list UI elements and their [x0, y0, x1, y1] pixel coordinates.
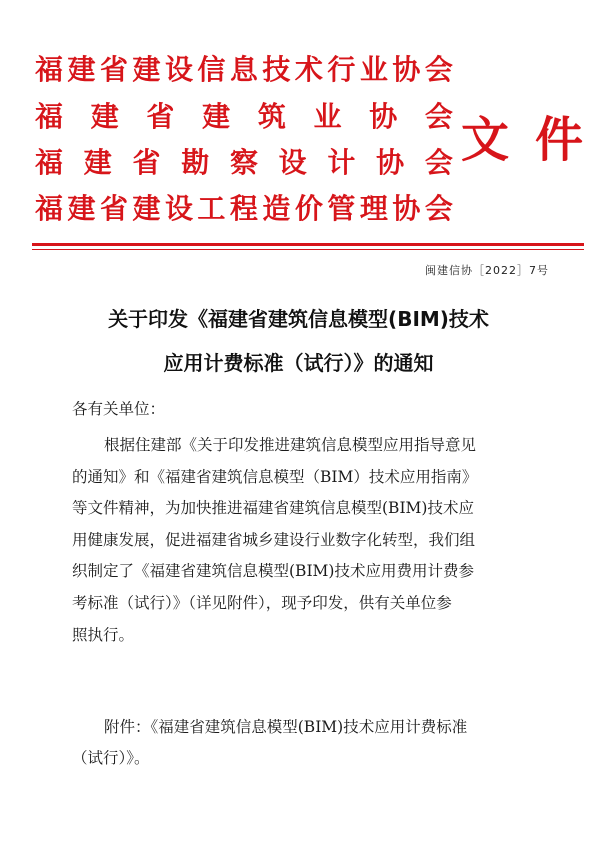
notice-title-line-2: 应用计费标准（试行）》的通知	[163, 351, 434, 375]
document-number: 闽建信协［2022］7号	[425, 264, 549, 277]
body-line: 根据住建部《关于印发推进建筑信息模型应用指导意见	[104, 436, 477, 454]
attachment-line: 附件：《福建省建筑信息模型(BIM)技术应用计费标准	[104, 718, 468, 736]
body-paragraph	[72, 429, 552, 650]
header-rule-thick	[32, 243, 584, 246]
body-line: 织制定了《福建省建筑信息模型(BIM)技术应用费用计费参	[72, 562, 474, 581]
body-line: 用健康发展，促进福建省城乡建设行业数字化转型，我们组	[72, 530, 476, 549]
greeting: 各有关单位：	[72, 400, 166, 418]
org-name-3: 福 建 省 勘 察 设 计 协 会	[35, 146, 453, 179]
doc-type-label: 文 件	[461, 112, 583, 168]
org-name-1: 福 建 省 建 设 信 息 技 术 行 业 协 会	[35, 53, 453, 86]
org-name-2: 福 建 省 建 筑 业 协 会	[35, 100, 453, 133]
header-rule-thin	[32, 249, 584, 250]
body-line: 等文件精神，为加快推进福建省建筑信息模型(BIM)技术应	[72, 499, 474, 518]
body-line: 照执行。	[72, 625, 135, 644]
body-line: 的通知》和《福建省建筑信息模型（BIM）技术应用指南》	[72, 467, 478, 486]
attachment-line: （试行）》。	[72, 749, 150, 767]
body-line: 考标准（试行）》（详见附件），现予印发，供有关单位参	[72, 593, 452, 612]
org-name-4: 福 建 省 建 设 工 程 造 价 管 理 协 会	[35, 192, 453, 225]
notice-title-line-1: 关于印发《福建省建筑信息模型(BIM)技术	[108, 307, 489, 331]
attachment-note	[72, 711, 552, 773]
document-header	[0, 0, 597, 250]
